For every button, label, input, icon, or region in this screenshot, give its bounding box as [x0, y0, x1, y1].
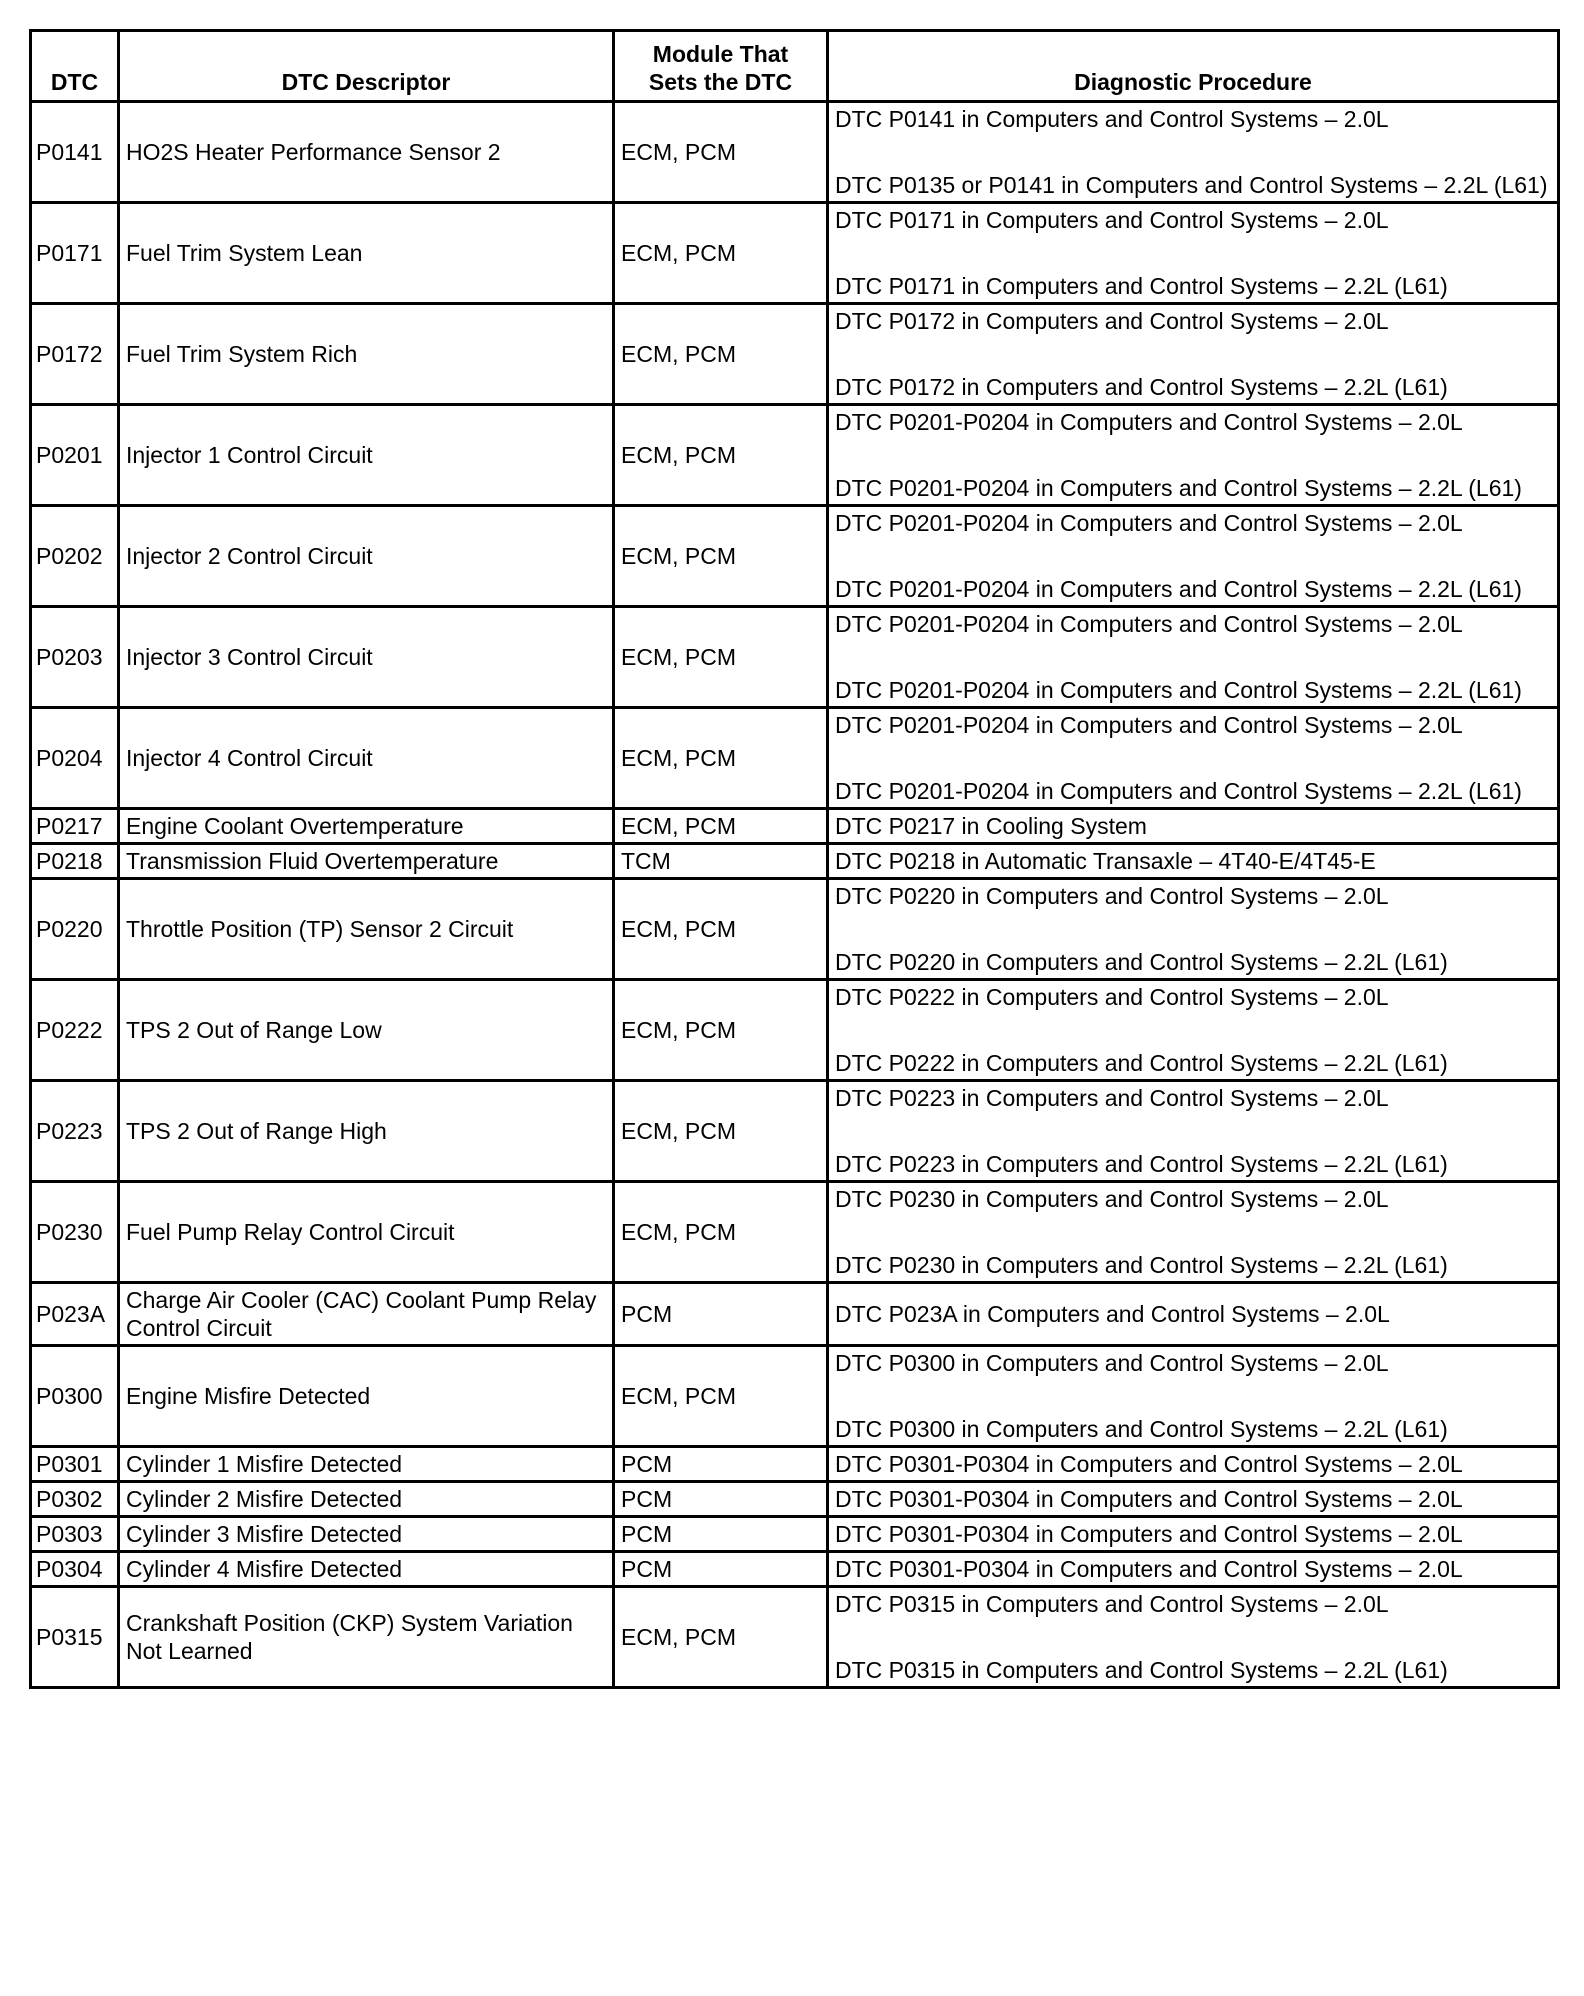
dtc-module: TCM	[614, 844, 828, 879]
table-row	[31, 1447, 1559, 1482]
dtc-module: ECM, PCM	[614, 1346, 828, 1447]
dtc-descriptor: Injector 4 Control Circuit	[119, 708, 614, 809]
diagnostic-procedure	[828, 1587, 1559, 1688]
dtc-module: ECM, PCM	[614, 1081, 828, 1182]
table-body	[31, 102, 1559, 1688]
diagnostic-procedure	[828, 1517, 1559, 1552]
dtc-code: P0204	[31, 708, 119, 809]
dtc-descriptor: Injector 3 Control Circuit	[119, 607, 614, 708]
procedure-link[interactable]: DTC P0201-P0204 in Computers and Control Systems – 2.0L	[835, 409, 1463, 435]
procedure-link[interactable]: DTC P0300 in Computers and Control Systems – 2.0L	[835, 1350, 1389, 1376]
table-row	[31, 980, 1559, 1081]
dtc-module: ECM, PCM	[614, 203, 828, 304]
dtc-module: PCM	[614, 1447, 828, 1482]
diagnostic-procedure	[828, 102, 1559, 203]
dtc-module: ECM, PCM	[614, 980, 828, 1081]
dtc-code: P0222	[31, 980, 119, 1081]
procedure-link[interactable]: DTC P0172 in Computers and Control Systems – 2.2L (L61)	[835, 374, 1448, 400]
procedure-link[interactable]: DTC P0220 in Computers and Control Systems – 2.2L (L61)	[835, 949, 1448, 975]
diagnostic-procedure	[828, 607, 1559, 708]
dtc-descriptor: TPS 2 Out of Range High	[119, 1081, 614, 1182]
procedure-link[interactable]: DTC P0217 in Cooling System	[835, 813, 1147, 839]
dtc-code: P0230	[31, 1182, 119, 1283]
dtc-descriptor: Engine Coolant Overtemperature	[119, 809, 614, 844]
procedure-link[interactable]: DTC P0201-P0204 in Computers and Control Systems – 2.2L (L61)	[835, 576, 1522, 602]
table-row	[31, 879, 1559, 980]
dtc-module: ECM, PCM	[614, 1182, 828, 1283]
diagnostic-procedure	[828, 879, 1559, 980]
dtc-code: P0304	[31, 1552, 119, 1587]
dtc-descriptor: Cylinder 1 Misfire Detected	[119, 1447, 614, 1482]
table-row	[31, 304, 1559, 405]
dtc-code: P0303	[31, 1517, 119, 1552]
table-header-row	[31, 31, 1559, 102]
table-row	[31, 708, 1559, 809]
dtc-code: P0202	[31, 506, 119, 607]
diagnostic-procedure	[828, 1182, 1559, 1283]
dtc-code: P0300	[31, 1346, 119, 1447]
dtc-module: PCM	[614, 1482, 828, 1517]
procedure-link[interactable]: DTC P023A in Computers and Control Systems – 2.0L	[835, 1301, 1390, 1327]
dtc-code: P0141	[31, 102, 119, 203]
dtc-code: P0171	[31, 203, 119, 304]
diagnostic-procedure	[828, 1447, 1559, 1482]
dtc-code: P0302	[31, 1482, 119, 1517]
dtc-module: ECM, PCM	[614, 1587, 828, 1688]
procedure-link[interactable]: DTC P0315 in Computers and Control Systems – 2.0L	[835, 1591, 1389, 1617]
dtc-code: P0218	[31, 844, 119, 879]
procedure-link[interactable]: DTC P0230 in Computers and Control Systems – 2.0L	[835, 1186, 1389, 1212]
procedure-link[interactable]: DTC P0201-P0204 in Computers and Control Systems – 2.0L	[835, 611, 1463, 637]
procedure-link[interactable]: DTC P0135 or P0141 in Computers and Control Systems – 2.2L (L61)	[835, 172, 1548, 198]
dtc-descriptor: Injector 1 Control Circuit	[119, 405, 614, 506]
diagnostic-procedure	[828, 506, 1559, 607]
diagnostic-procedure	[828, 708, 1559, 809]
diagnostic-procedure	[828, 1552, 1559, 1587]
dtc-descriptor: Charge Air Cooler (CAC) Coolant Pump Relay Control Circuit	[119, 1283, 614, 1346]
dtc-table	[29, 29, 1560, 1689]
dtc-module: ECM, PCM	[614, 506, 828, 607]
dtc-descriptor: Cylinder 3 Misfire Detected	[119, 1517, 614, 1552]
dtc-code: P0315	[31, 1587, 119, 1688]
procedure-link[interactable]: DTC P0141 in Computers and Control Systems – 2.0L	[835, 106, 1389, 132]
diagnostic-procedure	[828, 1283, 1559, 1346]
dtc-module: ECM, PCM	[614, 607, 828, 708]
table-row	[31, 1182, 1559, 1283]
diagnostic-procedure	[828, 809, 1559, 844]
dtc-module: ECM, PCM	[614, 102, 828, 203]
procedure-link[interactable]: DTC P0230 in Computers and Control Systems – 2.2L (L61)	[835, 1252, 1448, 1278]
diagnostic-procedure	[828, 844, 1559, 879]
table-row	[31, 1587, 1559, 1688]
header-module: Module That Sets the DTC	[614, 31, 828, 102]
diagnostic-procedure	[828, 1081, 1559, 1182]
dtc-module: ECM, PCM	[614, 809, 828, 844]
procedure-link[interactable]: DTC P0223 in Computers and Control Systems – 2.0L	[835, 1085, 1389, 1111]
table-row	[31, 607, 1559, 708]
dtc-code: P0172	[31, 304, 119, 405]
header-descriptor: DTC Descriptor	[119, 31, 614, 102]
procedure-link[interactable]: DTC P0301-P0304 in Computers and Control Systems – 2.0L	[835, 1521, 1463, 1547]
dtc-module: ECM, PCM	[614, 879, 828, 980]
table-row	[31, 506, 1559, 607]
table-row	[31, 1552, 1559, 1587]
table-row	[31, 1517, 1559, 1552]
header-procedure: Diagnostic Procedure	[828, 31, 1559, 102]
dtc-code: P0220	[31, 879, 119, 980]
dtc-descriptor: Injector 2 Control Circuit	[119, 506, 614, 607]
dtc-code: P0301	[31, 1447, 119, 1482]
dtc-module: ECM, PCM	[614, 304, 828, 405]
procedure-link[interactable]: DTC P0218 in Automatic Transaxle – 4T40-E/4T45-E	[835, 848, 1376, 874]
dtc-descriptor: Fuel Trim System Lean	[119, 203, 614, 304]
dtc-descriptor: Transmission Fluid Overtemperature	[119, 844, 614, 879]
dtc-descriptor: Crankshaft Position (CKP) System Variation Not Learned	[119, 1587, 614, 1688]
procedure-link[interactable]: DTC P0201-P0204 in Computers and Control Systems – 2.0L	[835, 510, 1463, 536]
table-row	[31, 203, 1559, 304]
dtc-descriptor: Engine Misfire Detected	[119, 1346, 614, 1447]
diagnostic-procedure	[828, 1346, 1559, 1447]
table-row	[31, 844, 1559, 879]
dtc-module: PCM	[614, 1517, 828, 1552]
dtc-code: P023A	[31, 1283, 119, 1346]
dtc-descriptor: Fuel Trim System Rich	[119, 304, 614, 405]
procedure-link[interactable]: DTC P0171 in Computers and Control Systems – 2.2L (L61)	[835, 273, 1448, 299]
procedure-link[interactable]: DTC P0201-P0204 in Computers and Control Systems – 2.2L (L61)	[835, 475, 1522, 501]
dtc-descriptor: TPS 2 Out of Range Low	[119, 980, 614, 1081]
dtc-module: ECM, PCM	[614, 708, 828, 809]
dtc-module: PCM	[614, 1552, 828, 1587]
dtc-descriptor: Fuel Pump Relay Control Circuit	[119, 1182, 614, 1283]
diagnostic-procedure	[828, 1482, 1559, 1517]
procedure-link[interactable]: DTC P0301-P0304 in Computers and Control Systems – 2.0L	[835, 1556, 1463, 1582]
procedure-link[interactable]: DTC P0201-P0204 in Computers and Control Systems – 2.0L	[835, 712, 1463, 738]
dtc-descriptor: Throttle Position (TP) Sensor 2 Circuit	[119, 879, 614, 980]
dtc-descriptor: HO2S Heater Performance Sensor 2	[119, 102, 614, 203]
dtc-code: P0201	[31, 405, 119, 506]
table-row	[31, 809, 1559, 844]
dtc-table-sheet	[29, 29, 1557, 1689]
procedure-link[interactable]: DTC P0220 in Computers and Control Systems – 2.0L	[835, 883, 1389, 909]
header-dtc: DTC	[31, 31, 119, 102]
diagnostic-procedure	[828, 405, 1559, 506]
dtc-code: P0217	[31, 809, 119, 844]
procedure-link[interactable]: DTC P0223 in Computers and Control Systems – 2.2L (L61)	[835, 1151, 1448, 1177]
table-row	[31, 1081, 1559, 1182]
procedure-link[interactable]: DTC P0301-P0304 in Computers and Control Systems – 2.0L	[835, 1451, 1463, 1477]
table-row	[31, 1346, 1559, 1447]
procedure-link[interactable]: DTC P0201-P0204 in Computers and Control Systems – 2.2L (L61)	[835, 778, 1522, 804]
dtc-descriptor: Cylinder 4 Misfire Detected	[119, 1552, 614, 1587]
diagnostic-procedure	[828, 980, 1559, 1081]
procedure-link[interactable]: DTC P0201-P0204 in Computers and Control Systems – 2.2L (L61)	[835, 677, 1522, 703]
diagnostic-procedure	[828, 304, 1559, 405]
procedure-link[interactable]: DTC P0222 in Computers and Control Systems – 2.0L	[835, 984, 1389, 1010]
diagnostic-procedure	[828, 203, 1559, 304]
table-row	[31, 102, 1559, 203]
procedure-link[interactable]: DTC P0172 in Computers and Control Systems – 2.0L	[835, 308, 1389, 334]
table-row	[31, 1283, 1559, 1346]
dtc-module: PCM	[614, 1283, 828, 1346]
procedure-link[interactable]: DTC P0300 in Computers and Control Systems – 2.2L (L61)	[835, 1416, 1448, 1442]
procedure-link[interactable]: DTC P0301-P0304 in Computers and Control Systems – 2.0L	[835, 1486, 1463, 1512]
procedure-link[interactable]: DTC P0222 in Computers and Control Systems – 2.2L (L61)	[835, 1050, 1448, 1076]
procedure-link[interactable]: DTC P0171 in Computers and Control Systems – 2.0L	[835, 207, 1389, 233]
dtc-module: ECM, PCM	[614, 405, 828, 506]
procedure-link[interactable]: DTC P0315 in Computers and Control Systems – 2.2L (L61)	[835, 1657, 1448, 1683]
dtc-code: P0203	[31, 607, 119, 708]
table-row	[31, 1482, 1559, 1517]
table-row	[31, 405, 1559, 506]
dtc-code: P0223	[31, 1081, 119, 1182]
dtc-descriptor: Cylinder 2 Misfire Detected	[119, 1482, 614, 1517]
